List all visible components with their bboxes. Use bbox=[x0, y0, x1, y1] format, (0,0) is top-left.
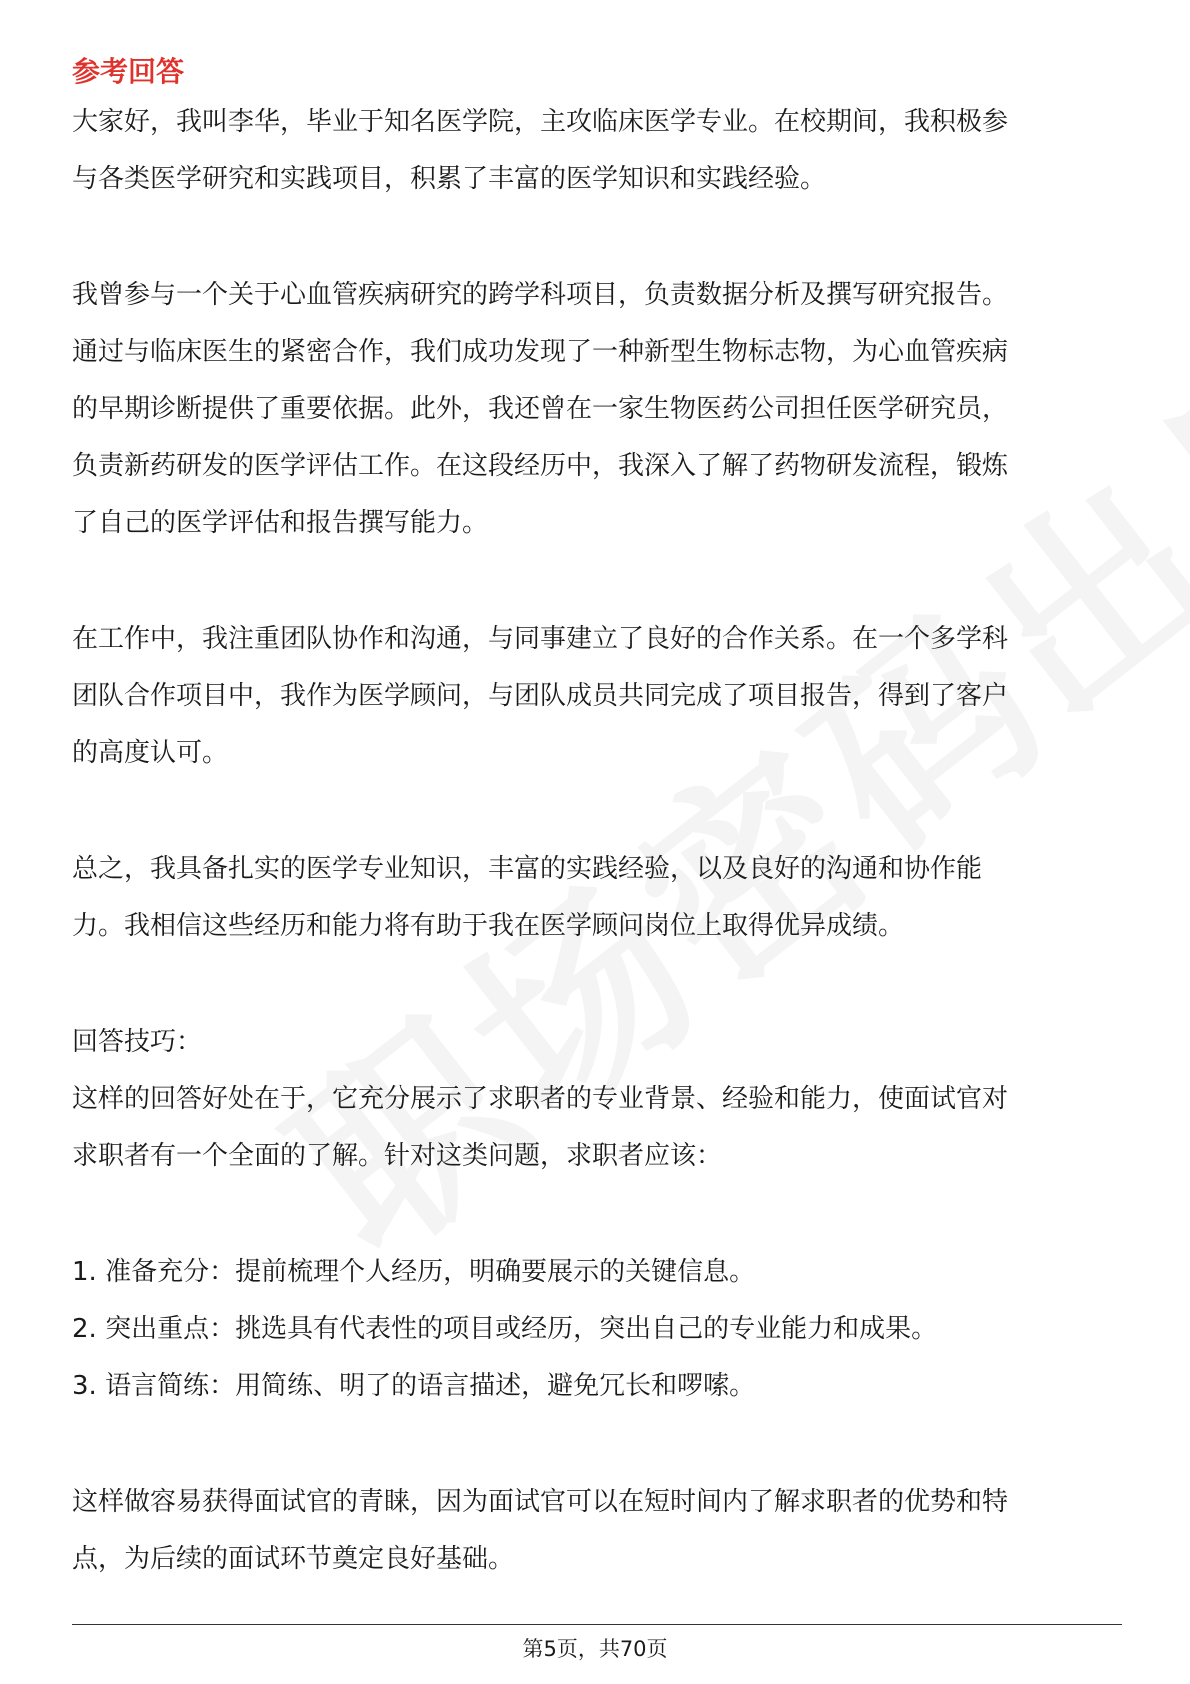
footer-divider bbox=[72, 1624, 1122, 1625]
tips-section bbox=[72, 1014, 1122, 1185]
text-line: 总之，我具备扎实的医学专业知识，丰富的实践经验，以及良好的沟通和协作能 bbox=[72, 854, 983, 884]
text-line: 的早期诊断提供了重要依据。此外，我还曾在一家生物医药公司担任医学研究员， bbox=[72, 394, 1009, 424]
tips-title: 回答技巧： bbox=[72, 1027, 203, 1057]
text-line: 我曾参与一个关于心血管疾病研究的跨学科项目，负责数据分析及撰写研究报告。 bbox=[72, 280, 1009, 310]
text-line: 求职者有一个全面的了解。针对这类问题，求职者应该： bbox=[72, 1141, 723, 1171]
text-line: 了自己的医学评估和报告撰写能力。 bbox=[72, 508, 489, 538]
text-line: 力。我相信这些经历和能力将有助于我在医学顾问岗位上取得优异成绩。 bbox=[72, 911, 905, 941]
page-number: 第5页，共70页 bbox=[522, 1637, 668, 1661]
text-line: 通过与临床医生的紧密合作，我们成功发现了一种新型生物标志物，为心血管疾病 bbox=[72, 337, 1009, 367]
list-item: 1. 准备充分：提前梳理个人经历，明确要展示的关键信息。 bbox=[72, 1257, 756, 1287]
text-line: 团队合作项目中，我作为医学顾问，与团队成员共同完成了项目报告，得到了客户 bbox=[72, 681, 1009, 711]
text-line: 这样的回答好处在于，它充分展示了求职者的专业背景、经验和能力，使面试官对 bbox=[72, 1084, 1009, 1114]
text-line: 与各类医学研究和实践项目，积累了丰富的医学知识和实践经验。 bbox=[72, 164, 827, 194]
text-line: 大家好，我叫李华，毕业于知名医学院，主攻临床医学专业。在校期间，我积极参 bbox=[72, 107, 1009, 137]
text-line: 点，为后续的面试环节奠定良好基础。 bbox=[72, 1544, 515, 1574]
section-heading: 参考回答 bbox=[72, 55, 185, 88]
teamwork-paragraph bbox=[72, 611, 1122, 782]
text-line: 的高度认可。 bbox=[72, 738, 229, 768]
summary-paragraph bbox=[72, 841, 1122, 955]
text-line: 在工作中，我注重团队协作和沟通，与同事建立了良好的合作关系。在一个多学科 bbox=[72, 624, 1009, 654]
tips-list bbox=[72, 1244, 1122, 1415]
list-item: 2. 突出重点：挑选具有代表性的项目或经历，突出自己的专业能力和成果。 bbox=[72, 1314, 938, 1344]
intro-paragraph bbox=[72, 94, 1122, 208]
experience-paragraph bbox=[72, 267, 1122, 552]
list-item: 3. 语言简练：用简练、明了的语言描述，避免冗长和啰嗦。 bbox=[72, 1371, 756, 1401]
text-line: 负责新药研发的医学评估工作。在这段经历中，我深入了解了药物研发流程，锻炼 bbox=[72, 451, 1009, 481]
page-content bbox=[72, 50, 1122, 1588]
conclusion-paragraph bbox=[72, 1474, 1122, 1588]
text-line: 这样做容易获得面试官的青睐，因为面试官可以在短时间内了解求职者的优势和特 bbox=[72, 1487, 1009, 1517]
